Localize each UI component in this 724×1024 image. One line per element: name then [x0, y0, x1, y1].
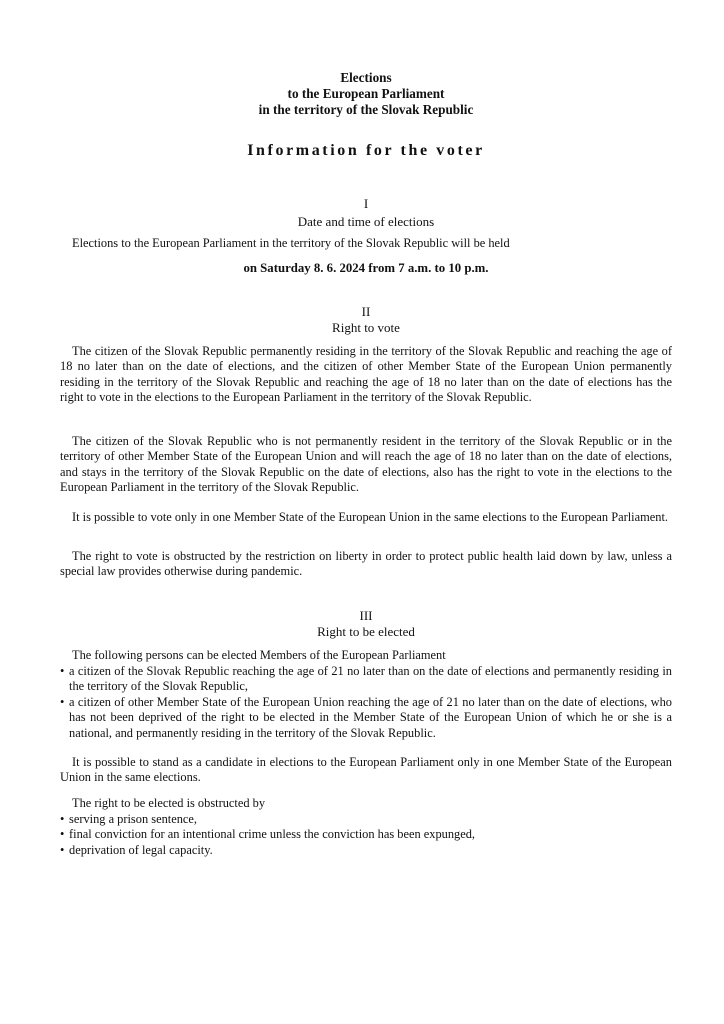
list-item: • a citizen of the Slovak Republic reaching the age of 21 no later than on the date of elections and permanently residing in the territory of the Slovak Republic,: [60, 664, 672, 694]
list-item: • final conviction for an intentional crime unless the conviction has been expunged,: [60, 827, 476, 842]
list-item: • a citizen of other Member State of the European Union reaching the age of 21 no later than on the date of elections, who has not been deprived of the right to be elected in the Member State of the European Union of which he or she is a national, and permanently residing in the territory of the Slovak Republic.: [60, 694, 672, 740]
section-1-intro: Elections to the European Parliament in the territory of the Slovak Republic will be held: [72, 236, 510, 250]
bullet-icon: •: [60, 664, 65, 678]
election-date: on Saturday 8. 6. 2024 from 7 a.m. to 10 p.m.: [243, 261, 489, 275]
section-2-title: Right to vote: [332, 320, 400, 335]
doc-title: [60, 70, 672, 118]
title-line-2: to the European Parliament: [287, 86, 445, 101]
title-line-3: in the territory of the Slovak Republic: [258, 102, 474, 117]
bullet-icon: •: [60, 812, 65, 826]
list-item: • deprivation of legal capacity.: [60, 842, 213, 857]
section-2-paragraph-2: The citizen of the Slovak Republic who is not permanently resident in the territory of the Slovak Republic or in the territory of other Member State of the European Union and will reach the age of 18 no later than on the date of elections, and stays in the territory of the Slovak Republic on the date of elections, also has the right to vote in the elections to the European Parliament in the territory of the Slovak Republic.: [60, 434, 672, 495]
section-2-paragraph-4: The right to vote is obstructed by the restriction on liberty in order to protect public health laid down by law, unless a special law provides otherwise during pandemic.: [60, 549, 672, 579]
section-3-numeral: III: [359, 608, 373, 623]
section-1-title: Date and time of elections: [297, 214, 435, 229]
section-3-intro: The following persons can be elected Members of the European Parliament: [72, 648, 446, 662]
section-2-paragraph-3: It is possible to vote only in one Member State of the European Union in the same elections to the European Parliament.: [72, 510, 668, 524]
obstruction-list: [60, 812, 672, 858]
obstruction-intro: The right to be elected is obstructed by: [72, 796, 266, 810]
section-2-paragraph-1: The citizen of the Slovak Republic permanently residing in the territory of the Slovak Republic and reaching the age of 18 no later than on the date of elections, and the citizen of other Member State of the European Union permanently residing in the territory of the Slovak Republic and reaching the age of 18 no later than on the date of elections has the right to vote in the elections to the European Parliament in the territory of the Slovak Republic.: [60, 344, 672, 405]
list-item: • serving a prison sentence,: [60, 812, 197, 826]
title-line-1: Elections: [340, 70, 392, 85]
section-3-paragraph: It is possible to stand as a candidate in elections to the European Parliament only in one Member State of the European Union in the same elections.: [60, 755, 672, 785]
bullet-icon: •: [60, 694, 65, 709]
doc-subtitle: Information for the voter: [247, 142, 485, 159]
section-3-title: Right to be elected: [317, 624, 415, 639]
bullet-icon: •: [60, 827, 65, 842]
section-2-numeral: II: [361, 304, 371, 319]
section-1-numeral: I: [363, 196, 369, 211]
eligible-persons-list: [60, 664, 672, 741]
bullet-icon: •: [60, 842, 65, 857]
